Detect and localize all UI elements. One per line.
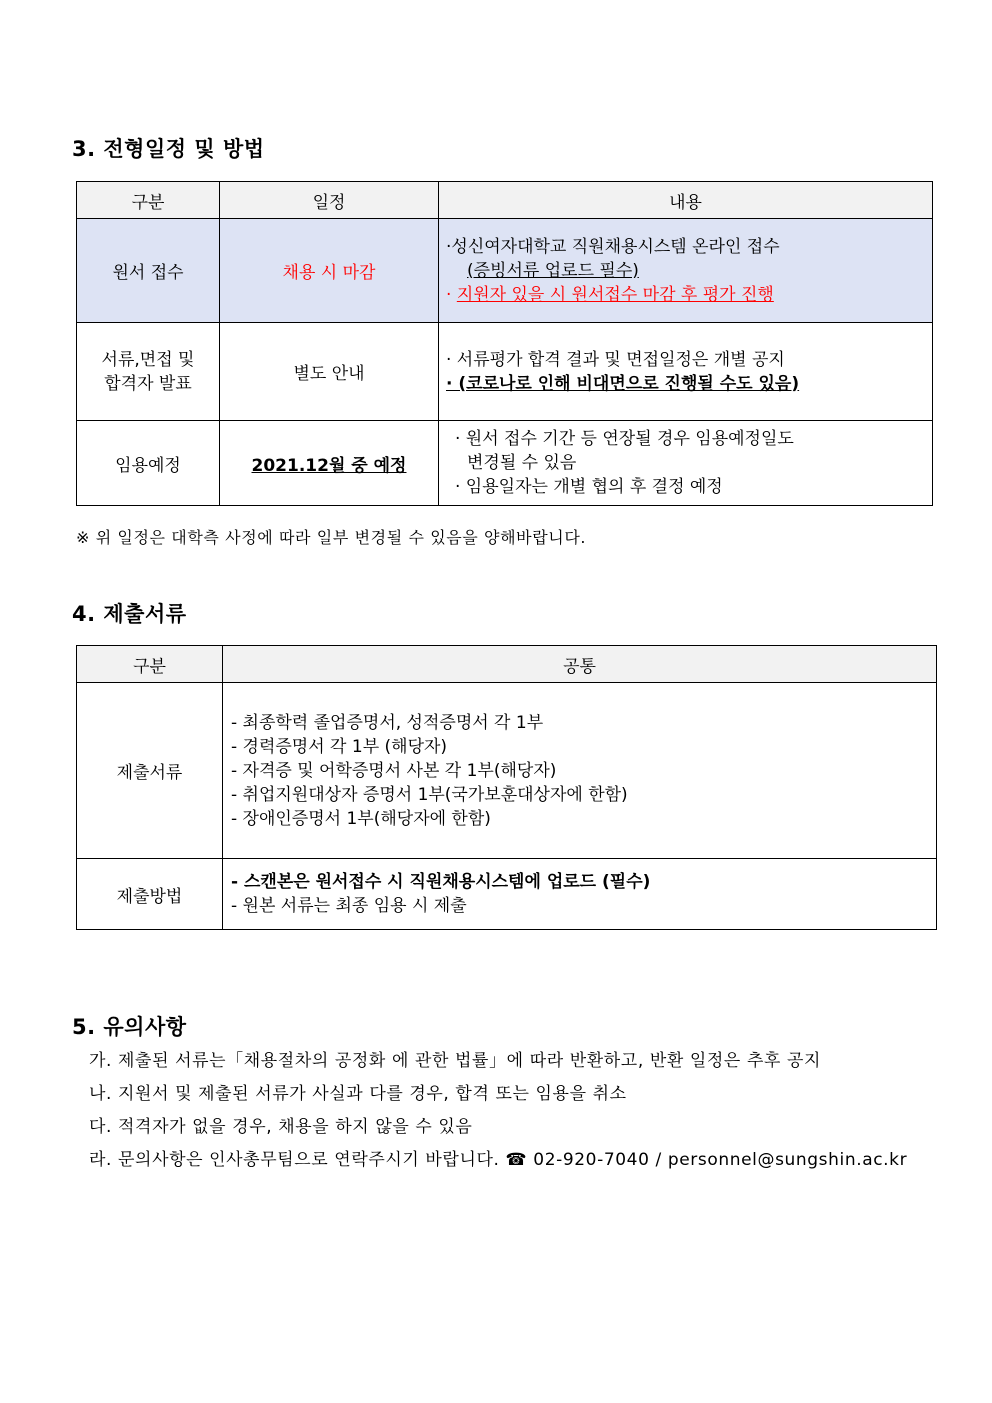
table-header-row [77,646,937,683]
list-item: - 장애인증명서 1부(해당자에 한함) [231,808,491,829]
content-line: · 서류평가 합격 결과 및 면접일정은 개별 공지 [446,349,785,370]
content-line: (증빙서류 업로드 필수) [467,260,639,281]
section-3-title: 3. 전형일정 및 방법 [72,137,265,161]
header-content: 내용 [439,182,933,219]
list-item: - 원본 서류는 최종 임용 시 제출 [231,896,467,916]
content-bullet: · [446,284,457,305]
list-item: - 경력증명서 각 1부 (해당자) [231,736,448,757]
schedule-table [76,181,933,506]
header-category: 구분 [77,182,220,219]
list-item: 다. 적격자가 없을 경우, 채용을 하지 않을 수 있음 [89,1117,473,1137]
list-item: - 취업지원대상자 증명서 1부(국가보훈대상자에 한함) [231,784,628,805]
list-item: 라. 문의사항은 인사총무팀으로 연락주시기 바랍니다. ☎ 02-920-7040 / personnel@sungshin.ac.kr [89,1150,908,1170]
row-items [223,859,937,930]
documents-table [76,645,937,930]
notice-list [89,1047,907,1179]
list-item: - 자격증 및 어학증명서 사본 각 1부(해당자) [231,760,557,781]
table-row [77,323,933,421]
header-schedule: 일정 [220,182,439,219]
content-line: · (코로나로 인해 비대면으로 진행될 수도 있음) [446,373,800,394]
row-items [223,683,937,859]
table-header-row [77,182,933,219]
content-line [446,283,932,307]
list-item: - 스캔본은 원서접수 시 직원채용시스템에 업로드 (필수) [231,872,651,892]
row-category: 제출서류 [77,683,223,859]
section-5-title: 5. 유의사항 [72,1015,187,1039]
row-content [439,219,933,323]
row-schedule: 별도 안내 [220,323,439,421]
row-content [439,421,933,506]
row-category [77,323,220,421]
list-item: 나. 지원서 및 제출된 서류가 사실과 다를 경우, 합격 또는 임용을 취소 [89,1084,627,1104]
list-item: - 최종학력 졸업증명서, 성적증명서 각 1부 [231,712,544,733]
content-line: · 임용일자는 개별 협의 후 결정 예정 [455,477,723,497]
content-line: 변경될 수 있음 [467,453,577,473]
table-row [77,219,933,323]
header-common: 공통 [223,646,937,683]
header-category: 구분 [77,646,223,683]
table-row [77,421,933,506]
content-line: ·성신여자대학교 직원채용시스템 온라인 접수 [446,236,780,257]
row-category: 제출방법 [77,859,223,930]
category-line: 서류,면접 및 [101,349,195,370]
category-line: 합격자 발표 [104,373,192,394]
content-emphasis: 지원자 있을 시 원서접수 마감 후 평가 진행 [456,284,774,305]
row-content [439,323,933,421]
schedule-note: ※ 위 일정은 대학측 사정에 따라 일부 변경될 수 있음을 양해바랍니다. [76,528,587,547]
table-row [77,683,937,859]
row-category: 원서 접수 [77,219,220,323]
table-row [77,859,937,930]
schedule-date: 2021.12월 중 예정 [251,455,407,476]
content-line: · 원서 접수 기간 등 연장될 경우 임용예정일도 [455,429,794,449]
list-item: 가. 제출된 서류는「채용절차의 공정화 에 관한 법률」에 따라 반환하고, 반환 일정은 추후 공지 [89,1051,822,1071]
section-4-title: 4. 제출서류 [72,602,187,626]
row-category: 임용예정 [77,421,220,506]
row-schedule: 채용 시 마감 [220,219,439,323]
row-schedule [220,421,439,506]
